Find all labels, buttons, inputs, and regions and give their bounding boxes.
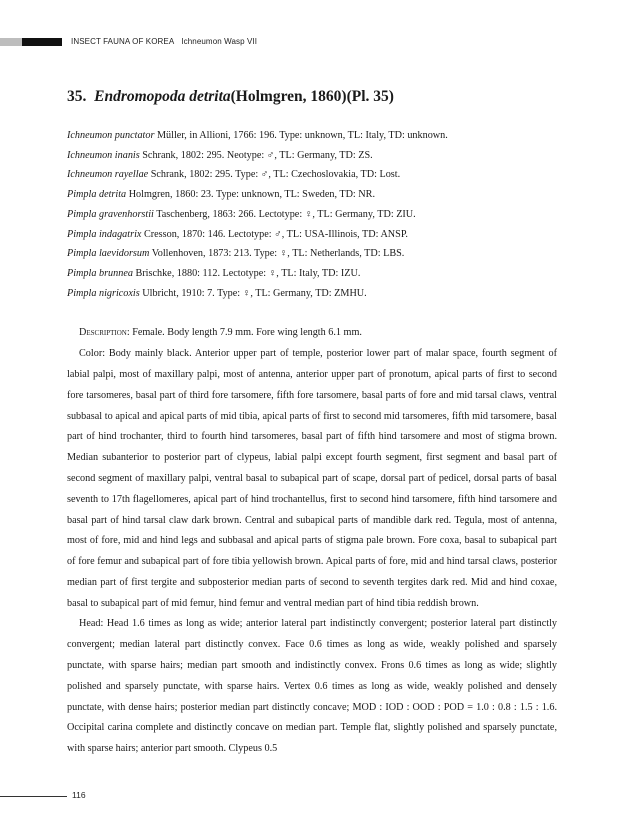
synonym-entry (67, 284, 557, 304)
synonym-entry (67, 185, 557, 205)
synonym-details: Taschenberg, 1863: 266. Lectotype: ♀, TL: Germany, TD: ZIU. (153, 208, 416, 220)
page-content (67, 86, 557, 760)
synonym-name: Pimpla gravenhorstii (67, 208, 154, 220)
header-volume: Ichneumon Wasp VII (181, 37, 258, 46)
description-intro (67, 323, 557, 344)
description-section (67, 323, 557, 760)
species-name: Endromopoda detrita (94, 88, 231, 105)
description-color: Color: Body mainly black. Anterior upper part of temple, posterior lower part of malar space, fourth segment of labial palpi, most of maxillary palpi, most of antenna, anterior upper part of pronotum, apical parts of first to second fore tarsomeres, basal part of third fore tarsomere, fifth fore tarsomere, basal parts of fore and mid tarsal claws, ventral subbasal to apical and apical parts of mid tibia, apical parts of first to second mid tarsomeres, fifth mid tarsomere, basal part of hind trochanter, third to fourth hind tarsomeres, basal part of fifth hind tarsomere and most of stigma brown. Median subanterior to posterior part of clypeus, labial palpi except fourth segment, first segment and basal part of second segment of maxillary palpi, ventral basal to subapical part of scape, dorsal part of pedicel, dorsal parts of basal seventh to 17th flagellomeres, apical part of hind trochantellus, first to second hind tarsomere, fifth hind tarsomere and basal part of hind tarsal claw dark brown. Central and subapical parts of mandible dark red. Tegula, most of antenna, most of fore, mid and hind legs and subbasal and apical parts of stigma pale brown. Fore coxa, basal to subapical part of fore femur and subapical part of fore tibia yellowish brown. Apical parts of fore, mid and hind tarsal claws, posterior median part of first tergite and subposterior median parts of second to seventh tergites dark red. Mid and hind coxae, basal to subapical part of mid femur, hind femur and ventral median part of hind tibia reddish brown. (67, 348, 557, 609)
synonym-name: Pimpla indagatrix (67, 228, 142, 240)
synonym-details: Müller, in Allioni, 1766: 196. Type: unknown, TL: Italy, TD: unknown. (154, 130, 448, 141)
synonym-entry (67, 264, 557, 284)
species-author: (Holmgren, 1860) (230, 88, 347, 105)
synonym-name: Pimpla laevidorsum (67, 248, 150, 260)
synonym-list (67, 126, 557, 303)
synonym-details: Vollenhoven, 1873: 213. Type: ♀, TL: Netherlands, TD: LBS. (149, 248, 405, 260)
synonym-details: Schrank, 1802: 295. Neotype: ♂, TL: Germany, TD: ZS. (139, 149, 373, 161)
page-number: 116 (72, 790, 86, 800)
header-series: INSECT FAUNA OF KOREA (71, 37, 175, 46)
synonym-name: Pimpla nigricoxis (67, 287, 140, 299)
synonym-entry (67, 205, 557, 225)
synonym-name: Pimpla detrita (67, 189, 127, 201)
header-text (71, 36, 257, 48)
footer-rule (0, 796, 67, 797)
species-title (67, 86, 557, 108)
synonym-entry (67, 165, 557, 185)
synonym-entry (67, 225, 557, 245)
description-label: Description (79, 327, 127, 339)
description-head: Head: Head 1.6 times as long as wide; anterior lateral part indistinctly convergent; posterior lateral part distinctly convergent; median lateral part distinctly convex. Face 0.6 times as long as wide, weakly polished and sparsely punctate, with sparse hairs; median part smooth and indistinctly convex. Frons 0.6 times as long as wide; slightly polished and sparsely punctate, with sparse hairs. Vertex 0.6 times as long as wide, weakly polished and densely punctate, with dense hairs; posterior median part distinctly concave; MOD : IOD : OOD : POD = 1.0 : 0.8 : 1.5 : 1.6. Occipital carina complete and distinctly concave on median part. Temple flat, slightly polished and sparsely punctate, with sparse hairs; anterior part smooth. Clypeus 0.5 (67, 618, 557, 755)
synonym-entry (67, 244, 557, 264)
synonym-entry (67, 126, 557, 146)
synonym-entry (67, 146, 557, 166)
species-number: 35. (67, 88, 87, 105)
page-footer (0, 788, 637, 808)
synonym-name: Pimpla brunnea (67, 267, 133, 279)
synonym-details: Schrank, 1802: 295. Type: ♂, TL: Czechoslovakia, TD: Lost. (148, 169, 401, 181)
description-intro-text: : Female. Body length 7.9 mm. Fore wing length 6.1 mm. (126, 327, 362, 339)
species-plate: (Pl. 35) (346, 88, 394, 105)
synonym-name: Ichneumon rayellae (67, 169, 149, 181)
synonym-details: Holmgren, 1860: 23. Type: unknown, TL: Sweden, TD: NR. (126, 189, 376, 201)
synonym-name: Ichneumon inanis (67, 149, 140, 161)
synonym-details: Brischke, 1880: 112. Lectotype: ♀, TL: Italy, TD: IZU. (132, 267, 361, 279)
running-header (0, 38, 637, 46)
header-bar-black (22, 38, 62, 46)
synonym-details: Ulbricht, 1910: 7. Type: ♀, TL: Germany, TD: ZMHU. (139, 287, 367, 299)
synonym-details: Cresson, 1870: 146. Lectotype: ♂, TL: USA-Illinois, TD: ANSP. (141, 228, 408, 240)
synonym-name: Ichneumon punctator (67, 130, 155, 141)
header-bar-grey (0, 38, 22, 46)
